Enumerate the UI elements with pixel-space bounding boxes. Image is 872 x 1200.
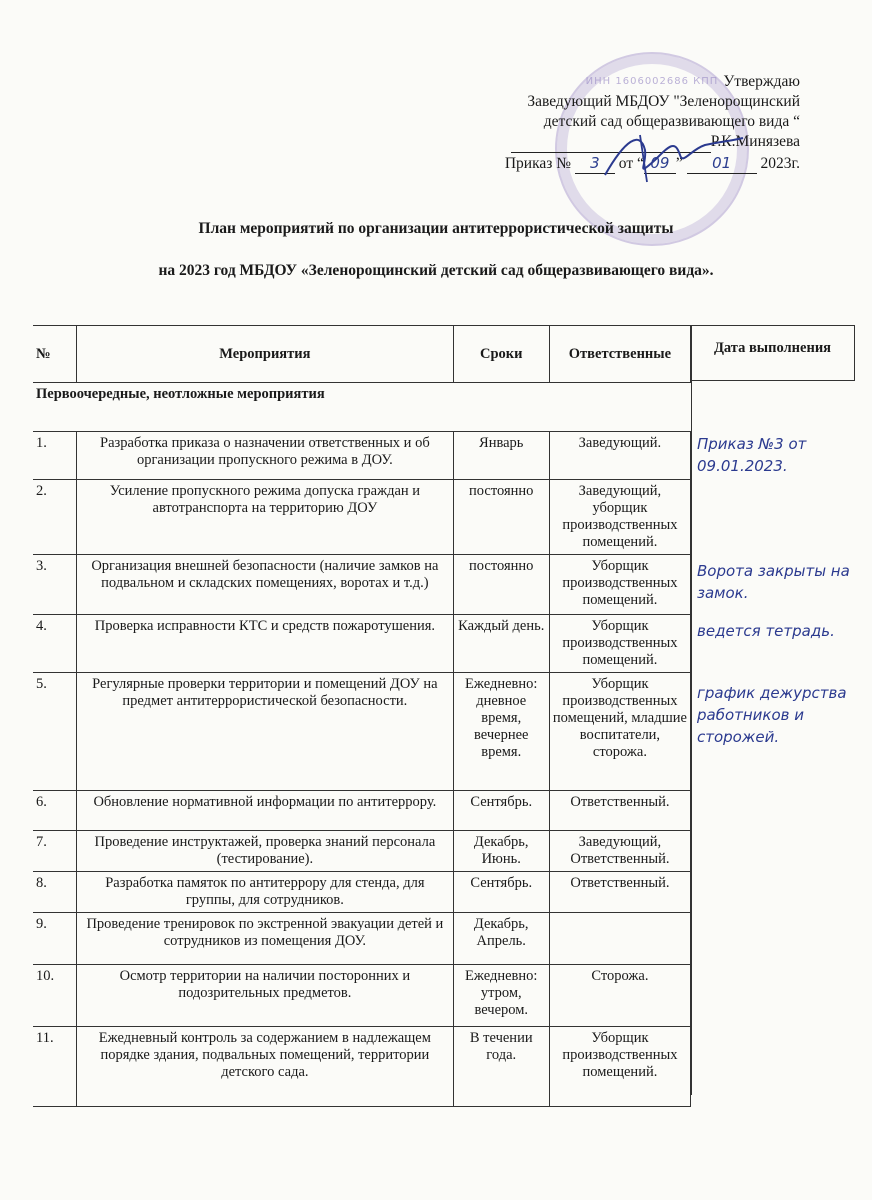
approval-organization: детский сад общеразвивающего вида “: [543, 113, 800, 130]
row-num: 4.: [33, 615, 77, 673]
row-term: постоянно: [453, 480, 549, 555]
order-prefix: Приказ №: [504, 155, 572, 172]
row-activity: Ежедневный контроль за содержанием в надлежащем порядке здания, подвальных помещений, территории детского сада.: [77, 1027, 454, 1107]
row-activity: Осмотр территории на наличии посторонних и подозрительных предметов.: [77, 965, 454, 1027]
row-term: Сентябрь.: [453, 872, 549, 913]
header-activity: Мероприятия: [77, 326, 454, 383]
row-responsible: Заведующий, уборщик производственных помещений.: [549, 480, 690, 555]
row-num: 11.: [33, 1027, 77, 1107]
table-row: [33, 831, 691, 872]
handwritten-note-4: ведется тетрадь.: [697, 622, 835, 640]
handwritten-note-5: график дежурства работников и сторожей.: [697, 684, 847, 746]
section-row: [33, 383, 691, 432]
row-activity: Усиление пропускного режима допуска граждан и автотранспорта на территорию ДОУ: [77, 480, 454, 555]
row-activity: Разработка памяток по антитеррору для стенда, для группы, для сотрудников.: [77, 872, 454, 913]
seal-stamp-text: ИНН 1606002686 КПП: [585, 76, 719, 87]
table-row: [33, 913, 691, 965]
row-num: 2.: [33, 480, 77, 555]
row-responsible: Заведующий.: [549, 432, 690, 480]
approval-name: Р.К.Минязева: [710, 133, 800, 150]
table-row: [33, 480, 691, 555]
row-term: Ежедневно: утром, вечером.: [453, 965, 549, 1027]
signature-blank: [511, 132, 711, 153]
row-activity: Разработка приказа о назначении ответственных и об организации пропускного режима в ДОУ.: [77, 432, 454, 480]
row-term: Декабрь, Апрель.: [453, 913, 549, 965]
header-term: Сроки: [453, 326, 549, 383]
approval-signature-line: [420, 132, 800, 153]
row-responsible: Заведующий, Ответственный.: [549, 831, 690, 872]
order-month: 01: [687, 153, 757, 174]
header-num: №: [33, 326, 77, 383]
approval-block: [420, 72, 800, 174]
order-day: 09: [644, 153, 676, 174]
table-row: [33, 615, 691, 673]
order-number: 3: [575, 153, 615, 174]
row-term: Январь: [453, 432, 549, 480]
approval-order: Приказ № 3 от “ 09 ” 01 2023г.: [504, 154, 800, 172]
row-term: В течении года.: [453, 1027, 549, 1107]
approval-position: Заведующий МБДОУ "Зеленорощинский: [527, 93, 800, 110]
row-activity: Проведение тренировок по экстренной эвакуации детей и сотрудников из помещения ДОУ.: [77, 913, 454, 965]
row-activity: Проверка исправности КТС и средств пожаротушения.: [77, 615, 454, 673]
row-num: 8.: [33, 872, 77, 913]
row-responsible: [549, 913, 690, 965]
table-row: [33, 791, 691, 831]
row-num: 3.: [33, 555, 77, 615]
row-num: 6.: [33, 791, 77, 831]
row-activity: Регулярные проверки территории и помещений ДОУ на предмет антитеррористической безопасности.: [77, 673, 454, 791]
page-subtitle: на 2023 год МБДОУ «Зеленорощинский детский сад общеразвивающего вида».: [158, 262, 714, 279]
table-row: [33, 555, 691, 615]
row-term: Декабрь, Июнь.: [453, 831, 549, 872]
handwritten-note-3: Ворота закрыты на замок.: [697, 562, 850, 602]
header-responsible: Ответственные: [549, 326, 690, 383]
order-year: 2023г.: [760, 155, 800, 172]
row-term: Сентябрь.: [453, 791, 549, 831]
row-responsible: Сторожа.: [549, 965, 690, 1027]
row-responsible: Ответственный.: [549, 872, 690, 913]
table-row: [33, 1027, 691, 1107]
row-num: 5.: [33, 673, 77, 791]
row-activity: Обновление нормативной информации по антитеррору.: [77, 791, 454, 831]
section-title: Первоочередные, неотложные мероприятия: [33, 383, 691, 432]
row-responsible: Уборщик производственных помещений.: [549, 1027, 690, 1107]
header-date: Дата выполнения: [691, 325, 855, 381]
row-num: 7.: [33, 831, 77, 872]
row-num: 9.: [33, 913, 77, 965]
activities-table: [33, 325, 691, 1107]
table-row: [33, 965, 691, 1027]
table-row: [33, 432, 691, 480]
row-activity: Организация внешней безопасности (наличие замков на подвальном и складских помещениях, воротах и т.д.): [77, 555, 454, 615]
row-responsible: Уборщик производственных помещений, младшие воспитатели, сторожа.: [549, 673, 690, 791]
handwritten-note-1: Приказ №3 от 09.01.2023.: [697, 435, 807, 475]
table-header-row: [33, 326, 691, 383]
row-responsible: Уборщик производственных помещений.: [549, 615, 690, 673]
approval-title: Утверждаю: [723, 73, 800, 90]
row-term: постоянно: [453, 555, 549, 615]
row-responsible: Уборщик производственных помещений.: [549, 555, 690, 615]
page-title: План мероприятий по организации антитеррористической защиты: [198, 220, 674, 237]
row-num: 10.: [33, 965, 77, 1027]
table-row: [33, 673, 691, 791]
table-row: [33, 872, 691, 913]
order-from: от: [618, 155, 634, 172]
row-num: 1.: [33, 432, 77, 480]
row-activity: Проведение инструктажей, проверка знаний персонала (тестирование).: [77, 831, 454, 872]
row-term: Каждый день.: [453, 615, 549, 673]
row-responsible: Ответственный.: [549, 791, 690, 831]
row-term: Ежедневно: дневное время, вечернее время.: [453, 673, 549, 791]
